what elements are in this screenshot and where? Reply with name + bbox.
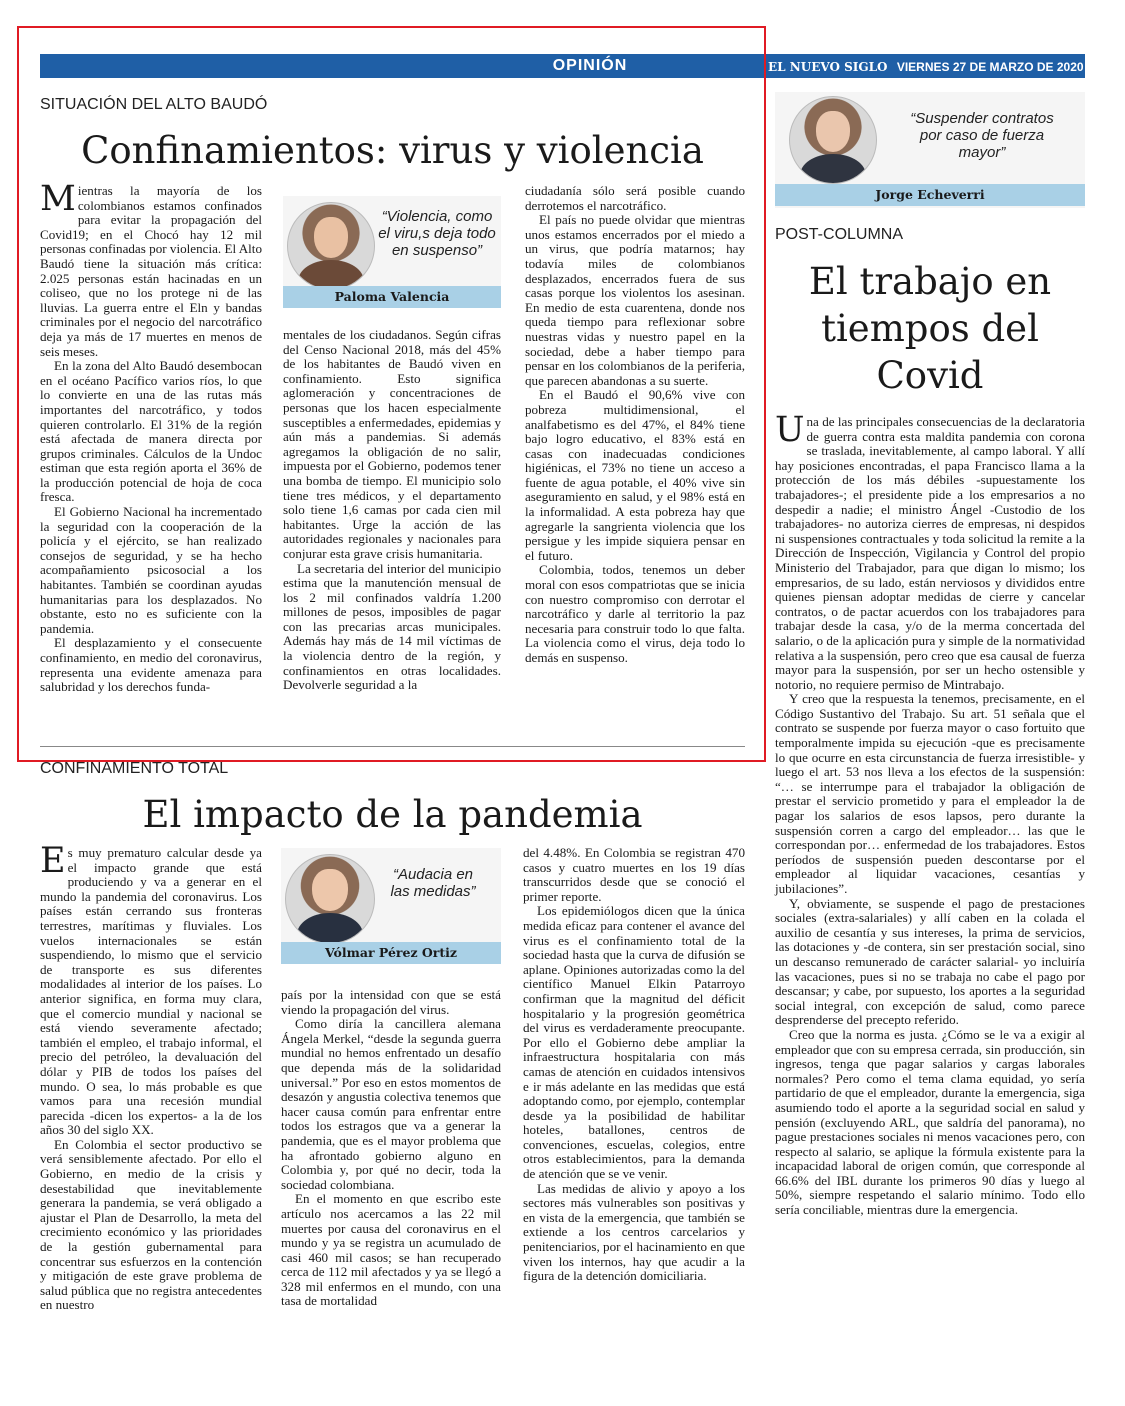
author-name: Paloma Valencia	[283, 286, 501, 308]
author-name: Vólmar Pérez Ortiz	[281, 942, 501, 964]
article3-kicker: CONFINAMIENTO TOTAL	[40, 760, 229, 777]
paragraph: mentales de los ciudadanos. Según cifras del Censo Nacional 2018, más del 45% de los habitantes de Baudó viven en confinamiento. Esto significa aglomeración y concentraciones de personas que los hacen especialmente susceptibles a enfermedades, epidemias y aún más a pandemias. Si además agregamos la obligación de no salir, impuesta por el Gobierno, podemos tener una bomba de tiempo. El municipio solo tiene tres médicos, y el departamento solo tiene 1,6 camas por cada cien mil habitantes. Urge la acción de las autoridades regionales y nacionales para conjurar esta grave crisis humanitaria.	[283, 327, 501, 561]
pull-quote: “Violencia, como el viru,s deja todo en suspenso”	[378, 208, 496, 259]
paragraph: El Gobierno Nacional ha incrementado la seguridad con la cooperación de la policía y el ejército, se han realizado consejos de seguridad, y se ha hecho acompañamiento psicosocial a los habitantes. También se coordinan ayudas humanitarias para los desplazados. No obstante, esto no es suficiente con la pandemia.	[40, 504, 262, 636]
author-box-perez	[281, 848, 501, 964]
article2-kicker: POST-COLUMNA	[775, 226, 904, 243]
paragraph: ciudadanía sólo será posible cuando derrotemos el narcotráfico.	[525, 183, 745, 213]
author-box-echeverri	[775, 92, 1085, 208]
paragraph: En el momento en que escribo este artículo nos acercamos a las 22 mil muertes por causa del coronavirus en el mundo y ya se registra un acumulado de casi 460 mil casos; se han recuperado cerca de 112 mil afectados y ya se llegó a 328 mil enfermos en el mundo, con una tasa de mortalidad	[281, 1191, 501, 1309]
paragraph: El desplazamiento y el consecuente confinamiento, en medio del coronavirus, representa una evidente amenaza para salubridad y los derechos funda-	[40, 635, 262, 695]
paragraph: del 4.48%. En Colombia se registran 470 casos y cuatro muertes en los 19 días transcurridos desde que se conoció el primer reporte.	[523, 845, 745, 904]
article2-body	[775, 410, 1085, 1218]
article1-column-2	[283, 328, 501, 693]
masthead	[768, 54, 1119, 78]
paragraph: na de las principales consecuencias de la declaratoria de guerra contra esta maldita pandemia con corona se traslada, inevitablemente, al campo laboral. Y allí hay posiciones encontradas, el papa Francisco llama a la protección de los más débiles -supuestamente los trabajadores-; el presidente pide a los empresarios a no despedir a nadie; el ministro Ángel -Custodio de los trabajadores- no autoriza cierres de empresas, ni despidos ni suspensiones contractuales y toda solicitud la remite a la Dirección de Inspección, Vigilancia y Control del propio Ministerio del Trabajador, para que digan lo mismo; los empresarios, de su lado, están nerviosos y divididos entre quienes piensan adoptar medidas de cierre y cancelar contratos, o de pactar acuerdos con los trabajadores para trabajar desde la casa, y/o de la merma concertada del salario, o de la aplicación pura y simple de la normatividad relativa a la suspensión, pero creo que esa causal de fuerza mayor para la suspensión, por ser un hecho ostensible y notorio, no requiere permiso de Mintrabajo.	[775, 414, 1085, 692]
paragraph: Colombia, todos, tenemos un deber moral con esos compatriotas que se inicia con nuestro compromiso con derrotar el narcotráfico y darle al territorio la paz necesaria para construir todo lo que falta. La violencia como el virus, deja todo lo demás en suspenso.	[525, 562, 745, 665]
article3-column-3	[523, 846, 745, 1284]
dropcap: M	[40, 179, 76, 219]
divider	[40, 746, 745, 747]
paragraph: s muy prematuro calcular desde ya el impacto grande que está produciendo y va a generar en el mundo la pandemia del coronavirus. Los países están cerrando sus fronteras terrestres, marítimas y fluviales. Los vuelos internacionales se están suspendiendo, lo mismo que el servicio de transporte es sus diferentes modalidades al interior de los países. Lo anterior significa, en forma muy clara, que el comercio mundial y nacional se está viendo severamente afectado; también el empleo, el trabajo informal, el precio del petróleo, la devaluación del dólar y PIB de todos los países del mundo. O sea, lo más probable es que vamos para una recesión mundial parecida -dicen los expertos- a la de los años 30 del siglo XX.	[40, 845, 262, 1138]
article2-headline: El trabajo en tiempos del Covid	[808, 260, 1052, 397]
paragraph: Creo que la norma es justa. ¿Cómo se le va a exigir al empleador que con su empresa cerrada, sin producción, sin ingresos, tenga que pagar salarios y cargas laborales normales? Pero como el tema clama equidad, yo sería partidario de que el empleador, durante la emergencia, siga asumiendo todo el aporte a la seguridad social en salud y pensión (excluyendo ARL, que saldría del panorama), no pague prestaciones sociales ni menos vacaciones pero, con respecto al salario, se aplique la fórmula existente para la incapacidad laboral de origen común, que corresponde al 66.6% del IBL durante los primeros 90 días y luego al 50%, siempre respetando el salario mínimo. Todo ello sería conciliable, mientras dure la emergencia.	[775, 1026, 1085, 1218]
paragraph: Y creo que la respuesta la tenemos, precisamente, en el Código Sustantivo del Trabajo. Su art. 51 señala que el contrato se suspende por fuerza mayor o caso fortuito que temporalmente impida su ejecución -que es precisamente lo que ocurre en esta circunstancia de fuerza irresistible- y luego el art. 53 nos lleva a los efectos de la suspensión: “… se interrumpe para el trabajador la obligación de prestar el servicio prometido y para el empleador la de pagar los salarios de esos lapsos, pero durante la suspensión corren a cargo del empleador… las que le correspondan por… enfermedad de los trabajadores. Estos períodos de suspensión pueden descontarse por el empleador al liquidar vacaciones, cesantías y jubilaciones”.	[775, 691, 1085, 896]
article1-headline: Confinamientos: virus y violencia	[81, 129, 704, 172]
article1-kicker: SITUACIÓN DEL ALTO BAUDÓ	[40, 96, 268, 113]
article1-column-3	[525, 184, 745, 666]
paragraph: ientras la mayoría de los colombianos estamos confinados para evitar la propagación del Covid19; en el Chocó hay 12 mil personas confinadas por violencia. El Alto Baudó tiene la situación más crítica: 2.025 personas están hacinadas en un coliseo, que no los protege ni de las lluvias. La guerra entre el Eln y bandas criminales por el negocio del narcotráfico deja ya más de 17 muertes en menos de seis meses.	[40, 183, 262, 359]
paragraph: La secretaria del interior del municipio estima que la manutención mensual de los 2 mil confinados valdría 1.200 millones de pesos, imposibles de pagar con las precarias arcas municipales. Además hay más de 14 mil víctimas de la violencia dentro de la región, y confinamientos en otras localidades. Devolverle seguridad a la	[283, 560, 501, 693]
author-photo	[287, 202, 375, 290]
dropcap: U	[775, 410, 805, 450]
article3-column-1	[40, 841, 262, 1313]
section-label: OPINIÓN	[552, 57, 628, 74]
newspaper-name: EL NUEVO SIGLO	[768, 60, 888, 74]
article3-column-2	[281, 988, 501, 1309]
paragraph: país por la intensidad con que se está viendo la propagación del virus.	[281, 987, 501, 1017]
article3-headline: El impacto de la pandemia	[142, 793, 643, 836]
paragraph: Los epidemiólogos dicen que la única medida eficaz para contener el avance del virus es el confinamiento total de la sociedad hasta que la curva de difusión se aplane. Opiniones autorizadas como la del científico Manuel Elkin Patarroyo confirman que la magnitud del déficit hospitalario y la progresión geométrica del virus es verdaderamente preocupante. Por ello el Gobierno debe ampliar la infraestructura hospitalaria con más camas de atención en cuidados intensivos e ir más adelante en las medidas que está adoptando como, por ejemplo, contemplar desde ya la posibilidad de habilitar hoteles, batallones, centros de convenciones, escuelas, colegios, entre otros establecimientos, para la demanda de atención que se ve venir.	[523, 903, 745, 1182]
author-photo	[285, 854, 375, 944]
paragraph: En el Baudó el 90,6% vive con pobreza multidimensional, el analfabetismo es del 47%, el 84% tiene bajo logro educativo, el 83% está en casas con inadecuadas condiciones higiénicas, el 73% no tiene un acceso a fuente de agua potable, el 40% vive sin aseguramiento en salud, y el 98% está en la informalidad. A esta pobreza hay que agregarle la sangrienta violencia que los persigue y les impide siquiera pensar en el futuro.	[525, 387, 745, 563]
dropcap: E	[40, 841, 66, 881]
paragraph: Como diría la cancillera alemana Ángela Merkel, “desde la segunda guerra mundial no hemos enfrentado un desafío que dependa más de la solidaridad universal.” Por eso en estos momentos de desazón y angustia colectiva tenemos que hacer causa común para enfrentar entre todos los estragos que va a generar la pandemia, que es el mayor problema que ha afrontado gobierno alguno en Colombia y, por qué no decir, toda la sociedad colombiana.	[281, 1016, 501, 1192]
paragraph: El país no puede olvidar que mientras unos estamos encerrados por el miedo a un virus, que podría matarnos; hay todavía miles de colombianos desplazados, encerrados fuera de sus casas porque los violentos los asesinan. En medio de esta cuarentena, donde nos queda tiempo para reflexionar sobre nuestras vidas y nuestro papel en la sociedad, debe a haber tiempo para pensar en los colombianos de la periferia, que parecen abandonas a su suerte.	[525, 212, 745, 388]
author-name: Jorge Echeverri	[775, 184, 1085, 206]
paragraph: En Colombia el sector productivo se verá sensiblemente afectado. Por ello el Gobierno, en medio de la crisis y desestabilidad que inevitablemente generara la pandemia, se verá obligado a ajustar el Plan de Desarrollo, la meta del crecimiento económico y las prioridades de la gestión gubernamental para concentrar sus esfuerzos en la contención y mitigación de este grave problema de salud pública que no registra antecedentes en nuestro	[40, 1136, 262, 1313]
author-box-valencia	[283, 196, 501, 308]
author-photo	[789, 96, 877, 184]
article1-column-1	[40, 179, 262, 695]
page-number: 9A	[1094, 55, 1120, 76]
paragraph: En la zona del Alto Baudó desembocan en el océano Pacífico varios ríos, lo que lo convierte en una de las rutas más importantes del narcotráfico, y todos quieren controlarlo. El 31% de la región está afectada de manera directa por grupos criminales. Cálculos de la Undoc estiman que esta región aporta el 36% de la producción potencial de hoja de coca fresca.	[40, 358, 262, 505]
paragraph: Y, obviamente, se suspende el pago de prestaciones sociales (extra-salariales) y allí caben en la colada el auxilio de cesantía y sus intereses, la prima de servicios, las dotaciones y -de contera, sin ser prestación social, sino un descanso remunerado de carácter salarial- yo incluiría las vacaciones, pues si no se trabaja no cabe el pago por descansar; y cabe, por supuesto, los aportes a la seguridad social integral, con excepción de salud, como parece desprenderse del precepto referido.	[775, 895, 1085, 1028]
issue-date: VIERNES 27 DE MARZO DE 2020	[896, 60, 1084, 74]
pull-quote: “Audacia en las medidas”	[390, 866, 476, 900]
pull-quote: “Suspender contratos por caso de fuerza mayor”	[910, 110, 1054, 161]
paragraph: Las medidas de alivio y apoyo a los sectores más vulnerables son positivas y en vista de la emergencia, que también se extiende a los centros carcelarios y penitenciarios, por el hacinamiento en que viven los internos, hay que acudir a la figura de la detención domiciliaria.	[523, 1180, 745, 1284]
